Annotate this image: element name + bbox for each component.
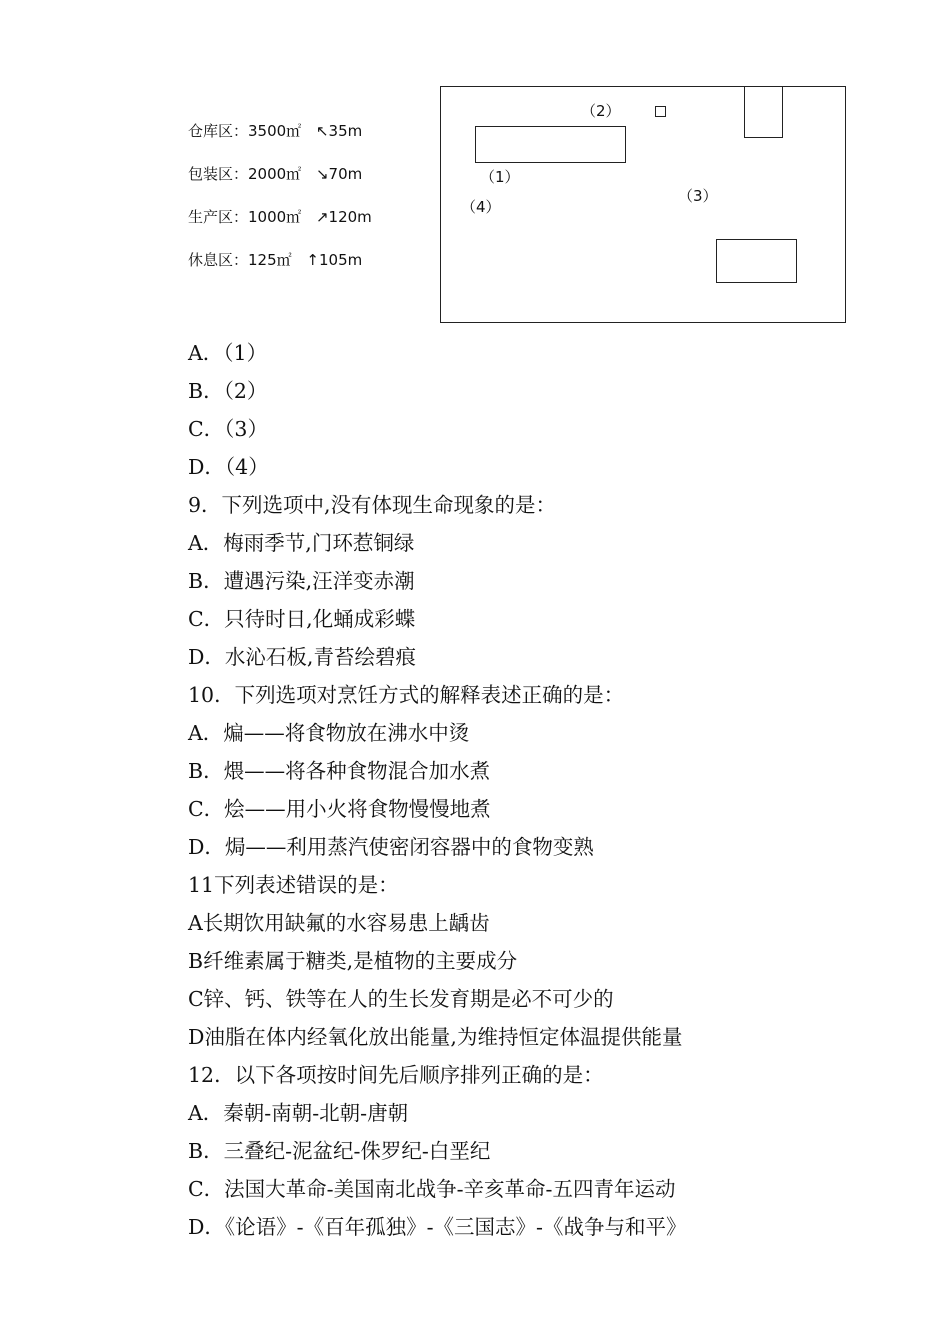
text-line: 10．下列选项对烹饪方式的解释表述正确的是： [188,683,625,707]
map-small-square [655,106,666,117]
legend-distance: 120m [328,208,372,226]
map-label-4: （4） [461,198,501,216]
text-line: 12．以下各项按时间先后顺序排列正确的是： [188,1063,604,1087]
text-line: B．煨——将各种食物混合加水煮 [188,759,491,783]
text-line: A．梅雨季节,门环惹铜绿 [188,531,415,555]
text-line: B．遭遇污染,汪洋变赤潮 [188,569,415,593]
text-line: C．法国大革命-美国南北战争-辛亥革命-五四青年运动 [188,1177,676,1201]
legend-distance: 70m [328,165,363,183]
map-rect-bottom-right [716,239,797,283]
text-line: A长期饮用缺氟的水容易患上龋齿 [188,911,490,935]
text-line: C．（3） [188,417,268,441]
text-line: A．（1） [188,341,268,365]
text-line: C．烩——用小火将食物慢慢地煮 [188,797,491,821]
legend-row-rest [188,249,362,270]
text-line: A．煸——将食物放在沸水中烫 [188,721,470,745]
map-label-1: （1） [480,168,520,186]
legend-area: 仓库区：3500㎡ [188,122,302,140]
arrow-up-left-icon: ↖ [315,122,329,140]
text-line: B．（2） [188,379,268,403]
map-rect-1 [475,126,626,163]
text-line: D．《论语》-《百年孤独》-《三国志》-《战争与和平》 [188,1215,687,1239]
text-line: D．焗——利用蒸汽使密闭容器中的食物变熟 [188,835,594,859]
text-line: 9．下列选项中,没有体现生命现象的是： [188,493,557,517]
arrow-up-right-icon: ↗ [315,208,329,226]
text-line: B．三叠纪-泥盆纪-侏罗纪-白垩纪 [188,1139,491,1163]
text-line: A．秦朝-南朝-北朝-唐朝 [188,1101,409,1125]
text-line: D．水沁石板,青苔绘碧痕 [188,645,416,669]
legend-row-packaging [188,163,362,184]
arrow-up-icon: ↑ [306,251,319,269]
legend-area: 包装区：2000㎡ [188,165,302,183]
legend-area: 生产区：1000㎡ [188,208,302,226]
text-line: C锌、钙、铁等在人的生长发育期是必不可少的 [188,987,614,1011]
legend-row-production [188,206,372,227]
legend-row-warehouse [188,120,362,141]
map-label-3: （3） [678,187,718,205]
map-label-2: （2） [581,102,621,120]
legend-area: 休息区：125㎡ [188,251,292,269]
text-line: C．只待时日,化蛹成彩蝶 [188,607,416,631]
site-map [440,86,846,323]
legend-distance: 35m [328,122,363,140]
text-line: D．（4） [188,455,269,479]
legend-distance: 105m [319,251,363,269]
text-line: 11下列表述错误的是： [188,873,399,897]
text-line: B纤维素属于糖类,是植物的主要成分 [188,949,518,973]
text-line: D油脂在体内经氧化放出能量,为维持恒定体温提供能量 [188,1025,683,1049]
map-rect-top-right [744,86,783,138]
arrow-down-right-icon: ↘ [315,165,329,183]
